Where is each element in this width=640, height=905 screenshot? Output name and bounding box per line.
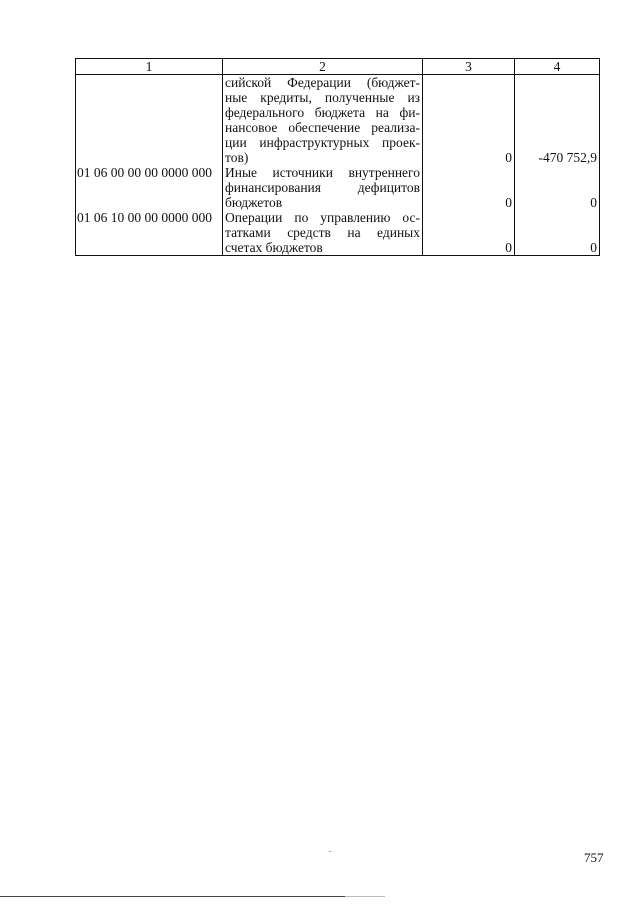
column-header-1: 1 [76,59,223,75]
page-number: 757 [584,850,604,865]
column-header-4: 4 [515,59,600,75]
table-row [76,165,600,210]
table-row [76,210,600,256]
row-value-col4: 0 [515,210,600,256]
scan-edge-line [0,896,345,897]
row-code: 01 06 10 00 00 0000 000 [76,210,223,256]
description-line: тов) [225,150,249,165]
description-line: ции инфраструктурных проек- [225,135,420,150]
description-line: бюджетов [225,195,283,210]
row-value-col3: 0 [423,210,515,256]
description-line: Иные источники внутреннего [225,165,420,180]
description-line: федерального бюджета на фи- [225,105,420,120]
description-line: Операции по управлению ос- [225,210,420,225]
row-code [76,75,223,166]
description-line: счетах бюджетов [225,240,323,255]
row-value-col3: 0 [423,75,515,166]
row-value-col3: 0 [423,165,515,210]
table-header-row [76,59,600,75]
column-header-3: 3 [423,59,515,75]
table-row [76,75,600,166]
budget-sources-table [75,58,600,256]
description-line: ные кредиты, полученные из [225,90,420,105]
description-line: татками средств на единых [225,225,420,240]
description-line: нансовое обеспечение реализа- [225,120,420,135]
row-value-col4: -470 752,9 [515,75,600,166]
column-header-2: 2 [223,59,423,75]
description-line: сийской Федерации (бюджет- [225,75,420,90]
row-description [223,75,423,166]
scan-edge-line-faint [345,896,385,897]
description-line: финансирования дефицитов [225,180,420,195]
row-description [223,165,423,210]
row-code: 01 06 00 00 00 0000 000 [76,165,223,210]
row-value-col4: 0 [515,165,600,210]
row-description [223,210,423,256]
scan-speck [329,851,331,852]
